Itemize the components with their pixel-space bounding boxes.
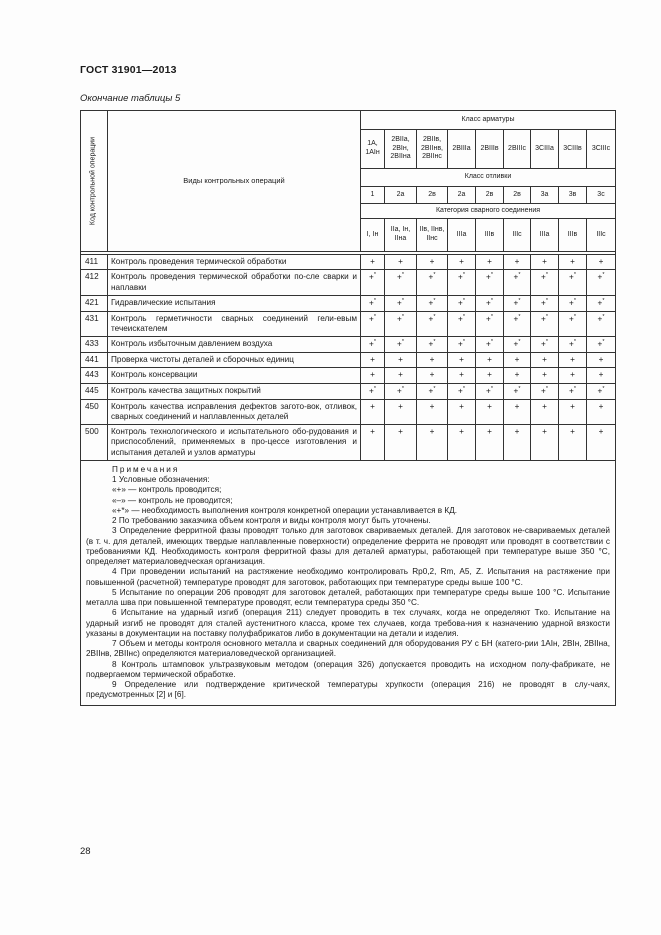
control-mark: +* — [417, 383, 448, 399]
star-superscript: * — [518, 313, 521, 320]
operation-name: Контроль качества защитных покрытий — [108, 383, 361, 399]
control-mark: + — [417, 368, 448, 383]
star-superscript: * — [462, 385, 465, 392]
control-mark: + — [587, 368, 616, 383]
control-mark: +* — [361, 295, 385, 311]
weld-category-cell: IIIа — [531, 219, 559, 252]
control-mark: +* — [417, 311, 448, 337]
control-mark: + — [361, 353, 385, 368]
star-superscript: * — [518, 339, 521, 346]
operation-name: Контроль герметичности сварных соединений гели-евым течеискателем — [108, 311, 361, 337]
control-mark: +* — [385, 337, 417, 353]
control-mark: +* — [559, 337, 587, 353]
operation-name: Контроль избыточным давлением воздуха — [108, 337, 361, 353]
weld-category-cell: I, Iн — [361, 219, 385, 252]
control-mark: +* — [417, 337, 448, 353]
control-mark: + — [504, 353, 531, 368]
table-row — [81, 383, 616, 399]
control-mark: + — [417, 399, 448, 425]
note-item: 6 Испытание на ударный изгиб (операция 211) следует проводить в тех случаях, когда не определяют Tко. Испытание на ударный изгиб не проводят для сталей аустенитного класса, кроме тех случаев, когда требова-ния к назначению ударной вязкости указаны в документации на поставку полуфабрикатов либо в документации на детали и изделия. — [86, 608, 610, 638]
control-mark: +* — [385, 295, 417, 311]
control-mark: + — [531, 368, 559, 383]
armature-class-cell: 3СIIIс — [587, 130, 616, 169]
table-row — [81, 399, 616, 425]
star-superscript: * — [433, 297, 436, 304]
operation-code: 431 — [81, 311, 108, 337]
control-mark: +* — [448, 337, 476, 353]
star-superscript: * — [401, 385, 404, 392]
star-superscript: * — [573, 385, 576, 392]
control-mark: + — [476, 425, 504, 461]
note-item: 2 По требованию заказчика объем контроля и виды контроля могут быть уточнены. — [112, 516, 431, 526]
control-mark: +* — [587, 270, 616, 296]
star-superscript: * — [373, 339, 376, 346]
control-mark: + — [417, 353, 448, 368]
casting-class-cell: 3в — [559, 187, 587, 204]
control-mark: + — [504, 399, 531, 425]
star-superscript: * — [490, 385, 493, 392]
control-mark: + — [476, 399, 504, 425]
control-mark: +* — [504, 383, 531, 399]
armature-class-cell: 2ВIIIв — [476, 130, 504, 169]
control-mark: + — [559, 353, 587, 368]
notes-title: Примечания — [112, 464, 180, 474]
control-mark: +* — [531, 270, 559, 296]
note-item: 7 Объем и методы контроля основного металла и сварных соединений для оборудования РУ с БН (катего-рии 1АIн, 2ВIн, 2ВIIна, 2ВIIнв, 2ВIIнс) определяются материаловедческой организацией. — [86, 639, 610, 659]
weld-category-cell: IIв, IIнв, IIнс — [417, 219, 448, 252]
star-superscript: * — [433, 313, 436, 320]
control-operations-table — [80, 110, 616, 706]
star-superscript: * — [573, 339, 576, 346]
armature-class-cell: 1А, 1АIн — [361, 130, 385, 169]
star-superscript: * — [545, 339, 548, 346]
control-mark: +* — [504, 295, 531, 311]
armature-class-cell: 3СIIIв — [559, 130, 587, 169]
casting-class-cell: 2а — [448, 187, 476, 204]
control-mark: +* — [559, 311, 587, 337]
code-column-header: Код контрольной операции — [81, 111, 108, 252]
operation-name: Проверка чистоты деталей и сборочных единиц — [108, 353, 361, 368]
note-item: 5 Испытание по операции 206 проводят для заготовок деталей, работающих при температуре среды выше 100 °C. Испытание металла шва при повышенной температуре проводят, если температура среды 350 °C. — [86, 587, 610, 608]
weld-category-cell: IIIс — [587, 219, 616, 252]
note-item: 9 Определение или подтверждение критической температуры хрупкости (операция 216) не проводят в слу-чаях, предусмотренных [2] и [6]. — [86, 680, 610, 700]
star-superscript: * — [602, 272, 605, 279]
control-mark: +* — [417, 270, 448, 296]
table-row — [81, 368, 616, 383]
weld-category-cell: IIа, Iн, IIна — [385, 219, 417, 252]
control-mark: + — [448, 353, 476, 368]
star-superscript: * — [373, 272, 376, 279]
control-mark: +* — [385, 383, 417, 399]
table-row — [81, 311, 616, 337]
control-mark: + — [504, 368, 531, 383]
control-mark: + — [476, 255, 504, 270]
control-mark: +* — [559, 270, 587, 296]
control-mark: + — [448, 368, 476, 383]
casting-class-cell: 2в — [504, 187, 531, 204]
control-mark: +* — [476, 311, 504, 337]
star-superscript: * — [373, 313, 376, 320]
control-mark: +* — [448, 270, 476, 296]
note-item: «–» — контроль не проводится; — [112, 495, 233, 505]
table-row — [81, 425, 616, 461]
operation-name: Контроль консервации — [108, 368, 361, 383]
control-mark: +* — [476, 295, 504, 311]
armature-class-cell: 3СIIIа — [531, 130, 559, 169]
star-superscript: * — [401, 297, 404, 304]
star-superscript: * — [462, 339, 465, 346]
weld-category-cell: IIIв — [476, 219, 504, 252]
control-mark: + — [361, 425, 385, 461]
casting-class-cell: 3с — [587, 187, 616, 204]
note-item: «+» — контроль проводится; — [112, 485, 222, 495]
control-mark: +* — [448, 295, 476, 311]
control-mark: + — [361, 399, 385, 425]
star-superscript: * — [545, 385, 548, 392]
table-row — [81, 337, 616, 353]
control-mark: + — [385, 368, 417, 383]
star-superscript: * — [545, 272, 548, 279]
star-superscript: * — [518, 385, 521, 392]
document-id: ГОСТ 31901—2013 — [80, 64, 177, 76]
operation-name: Контроль проведения термической обработки по-сле сварки и наплавки — [108, 270, 361, 296]
star-superscript: * — [545, 313, 548, 320]
weld-category-cell: IIIа — [448, 219, 476, 252]
star-superscript: * — [462, 313, 465, 320]
operation-code: 412 — [81, 270, 108, 296]
control-mark: + — [476, 353, 504, 368]
control-mark: +* — [587, 295, 616, 311]
armature-class-cell: 2ВIIа, 2ВIн, 2ВIIна — [385, 130, 417, 169]
control-mark: +* — [361, 270, 385, 296]
operation-code: 450 — [81, 399, 108, 425]
control-mark: +* — [587, 311, 616, 337]
control-mark: +* — [531, 383, 559, 399]
control-mark: + — [448, 255, 476, 270]
star-superscript: * — [373, 385, 376, 392]
control-mark: + — [476, 368, 504, 383]
control-mark: + — [385, 255, 417, 270]
note-item: 8 Контроль штамповок ультразвуковым методом (операция 326) допускается проводить на исходном полу-фабрикате, не подвергаемом термической обработке. — [86, 659, 610, 679]
star-superscript: * — [518, 297, 521, 304]
operation-code: 441 — [81, 353, 108, 368]
control-mark: + — [587, 255, 616, 270]
control-mark: + — [559, 425, 587, 461]
control-mark: +* — [361, 311, 385, 337]
star-superscript: * — [401, 313, 404, 320]
star-superscript: * — [433, 339, 436, 346]
casting-class-cell: 2а — [385, 187, 417, 204]
control-mark: + — [531, 399, 559, 425]
control-mark: + — [361, 255, 385, 270]
control-mark: + — [531, 353, 559, 368]
control-mark: +* — [385, 311, 417, 337]
control-mark: +* — [559, 295, 587, 311]
control-mark: + — [385, 399, 417, 425]
weld-category-header: Категория сварного соединения — [361, 204, 616, 219]
note-item: 1 Условные обозначения: — [112, 475, 210, 485]
star-superscript: * — [401, 339, 404, 346]
note-item: 3 Определение ферритной фазы проводят только для заготовок свариваемых деталей. Для заготовок не-свариваемых деталей (в т. ч. для деталей, имеющих твердые наплавленные поверхности) определение феррита не проводят или проводят в соответствии с требованиями КД. Необходимость контроля ферритной фазы для деталей арматуры, работающей при температуре выше 350 °C, определяет материаловедческая организация. — [86, 526, 610, 567]
star-superscript: * — [490, 339, 493, 346]
control-mark: + — [587, 353, 616, 368]
control-mark: + — [385, 425, 417, 461]
control-mark: +* — [361, 337, 385, 353]
star-superscript: * — [401, 272, 404, 279]
control-mark: + — [361, 368, 385, 383]
control-mark: + — [417, 425, 448, 461]
control-mark: +* — [448, 311, 476, 337]
control-mark: + — [417, 255, 448, 270]
star-superscript: * — [462, 297, 465, 304]
control-mark: +* — [361, 383, 385, 399]
casting-class-cell: 2в — [417, 187, 448, 204]
control-mark: + — [587, 399, 616, 425]
operation-code: 433 — [81, 337, 108, 353]
operation-name: Гидравлические испытания — [108, 295, 361, 311]
star-superscript: * — [433, 272, 436, 279]
page-number: 28 — [80, 846, 91, 857]
star-superscript: * — [490, 272, 493, 279]
control-mark: +* — [504, 337, 531, 353]
control-mark: + — [504, 255, 531, 270]
control-mark: + — [531, 255, 559, 270]
control-mark: + — [559, 399, 587, 425]
casting-class-cell: 1 — [361, 187, 385, 204]
star-superscript: * — [573, 297, 576, 304]
control-mark: +* — [531, 337, 559, 353]
star-superscript: * — [433, 385, 436, 392]
control-mark: + — [448, 399, 476, 425]
operation-code: 421 — [81, 295, 108, 311]
armature-class-cell: 2ВIIIа — [448, 130, 476, 169]
operations-column-header: Виды контрольных операций — [108, 111, 361, 252]
star-superscript: * — [573, 272, 576, 279]
control-mark: + — [587, 425, 616, 461]
star-superscript: * — [462, 272, 465, 279]
star-superscript: * — [602, 313, 605, 320]
note-item: «+*» — необходимость выполнения контроля конкретной операции устанавливается в КД. — [112, 505, 458, 515]
control-mark: + — [531, 425, 559, 461]
armature-class-cell: 2ВIIIс — [504, 130, 531, 169]
control-mark: +* — [504, 270, 531, 296]
control-mark: +* — [559, 383, 587, 399]
star-superscript: * — [490, 313, 493, 320]
operation-name: Контроль проведения термической обработки — [108, 255, 361, 270]
control-mark: + — [448, 425, 476, 461]
weld-category-cell: IIIс — [504, 219, 531, 252]
control-mark: +* — [476, 337, 504, 353]
note-item: 4 При проведении испытаний на растяжение необходимо контролировать Rp0,2, Rm, A5, Z. Испытания на растяжение при повышенной (расчетной) температуре проводят для заготовок, работающих при температуре среды выше 100 °C. — [86, 567, 610, 587]
star-superscript: * — [545, 297, 548, 304]
control-mark: +* — [448, 383, 476, 399]
star-superscript: * — [573, 313, 576, 320]
star-superscript: * — [373, 297, 376, 304]
operation-code: 445 — [81, 383, 108, 399]
control-mark: +* — [385, 270, 417, 296]
table-row — [81, 353, 616, 368]
table-row — [81, 255, 616, 270]
table-row — [81, 270, 616, 296]
control-mark: +* — [476, 383, 504, 399]
control-mark: + — [559, 368, 587, 383]
star-superscript: * — [602, 385, 605, 392]
operation-code: 443 — [81, 368, 108, 383]
table-row — [81, 295, 616, 311]
control-mark: +* — [504, 311, 531, 337]
star-superscript: * — [602, 339, 605, 346]
control-mark: +* — [476, 270, 504, 296]
armature-class-cell: 2ВIIв, 2ВIIнв, 2ВIIнс — [417, 130, 448, 169]
casting-class-header: Класс отливки — [361, 169, 616, 187]
control-mark: +* — [587, 337, 616, 353]
control-mark: +* — [531, 295, 559, 311]
casting-class-cell: 3а — [531, 187, 559, 204]
control-mark: +* — [587, 383, 616, 399]
control-mark: + — [559, 255, 587, 270]
casting-class-cell: 2в — [476, 187, 504, 204]
control-mark: +* — [417, 295, 448, 311]
star-superscript: * — [602, 297, 605, 304]
notes-section — [81, 460, 616, 705]
control-mark: +* — [531, 311, 559, 337]
control-mark: + — [385, 353, 417, 368]
operation-name: Контроль технологического и испытательного обо-рудования и приспособлений, применяемых в про-цессе изготовления и испытания деталей и узлов арматуры — [108, 425, 361, 461]
star-superscript: * — [490, 297, 493, 304]
table-caption: Окончание таблицы 5 — [80, 93, 181, 104]
star-superscript: * — [518, 272, 521, 279]
armature-class-header: Класс арматуры — [361, 111, 616, 130]
operation-name: Контроль качества исправления дефектов загото-вок, отливок, сварных соединений и наплавленных деталей — [108, 399, 361, 425]
operation-code: 500 — [81, 425, 108, 461]
control-mark: + — [504, 425, 531, 461]
weld-category-cell: IIIв — [559, 219, 587, 252]
operation-code: 411 — [81, 255, 108, 270]
